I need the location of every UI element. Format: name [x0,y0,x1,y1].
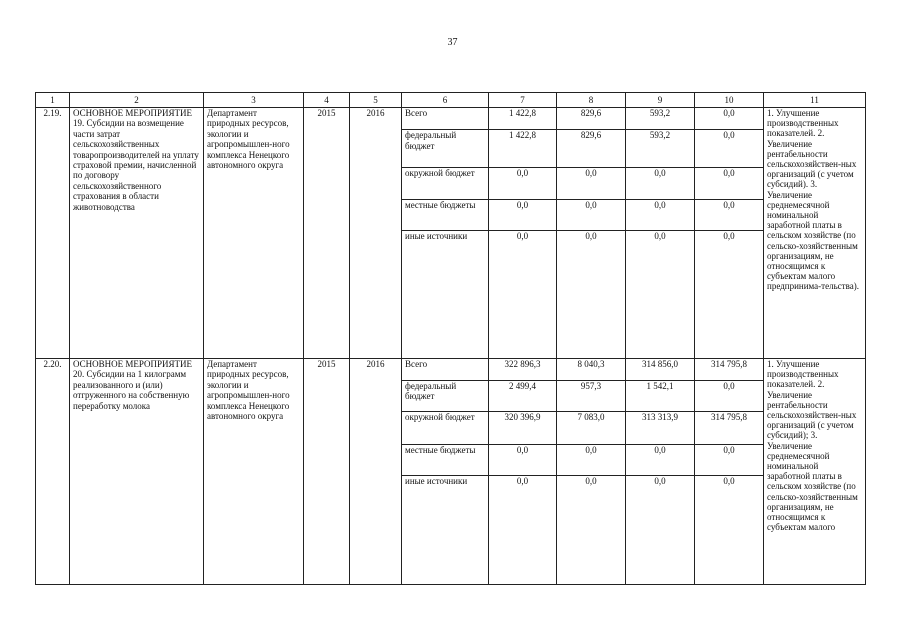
activity-title: ОСНОВНОЕ МЕРОПРИЯТИЕ 20. Субсидии на 1 килограмм реализованного и (или) отгруженного на собственную переработку молока [70,359,204,585]
value-cell: 7 083,0 [557,412,626,445]
column-header: 8 [557,93,626,108]
column-header: 10 [695,93,764,108]
value-cell: 0,0 [626,168,695,199]
column-header: 6 [402,93,489,108]
value-cell: 0,0 [695,381,764,412]
value-cell: 8 040,3 [557,359,626,381]
source-federal: федеральный бюджет [402,381,489,412]
program-activities-table [35,92,866,585]
value-cell: 0,0 [695,476,764,585]
executor: Департамент природных ресурсов, экологии и агропромышлен-ного комплекса Ненецкого автономного округа [204,108,304,359]
column-header: 2 [70,93,204,108]
value-cell: 593,2 [626,108,695,130]
value-cell: 0,0 [557,476,626,585]
source-local: местные бюджеты [402,199,489,230]
value-cell: 1 422,8 [489,130,557,168]
value-cell: 0,0 [626,230,695,358]
expected-results: 1. Улучшение производственных показателей. 2. Увеличение рентабельности сельскохозяйствен-ных организаций (с учетом субсидий); 3. Увеличение среднемесячной номинальной заработной платы в сельском хозяйстве (по сельско-хозяйственным организациям, не относящимся к субъектам малого [764,359,866,585]
source-total: Всего [402,108,489,130]
value-cell: 0,0 [557,230,626,358]
column-header: 9 [626,93,695,108]
value-cell: 957,3 [557,381,626,412]
column-header: 7 [489,93,557,108]
value-cell: 314 795,8 [695,359,764,381]
value-cell: 0,0 [626,476,695,585]
end-year: 2016 [350,359,402,585]
column-header: 11 [764,93,866,108]
value-cell: 0,0 [695,230,764,358]
value-cell: 0,0 [695,168,764,199]
value-cell: 0,0 [695,108,764,130]
source-regional: окружной бюджет [402,412,489,445]
source-local: местные бюджеты [402,445,489,476]
value-cell: 0,0 [557,445,626,476]
row-number: 2.20. [36,359,70,585]
value-cell: 0,0 [695,445,764,476]
column-number-header-row [36,93,866,108]
table-row [36,108,866,130]
column-header: 5 [350,93,402,108]
column-header: 1 [36,93,70,108]
value-cell: 313 313,9 [626,412,695,445]
executor: Департамент природных ресурсов, экологии и агропромышлен-ного комплекса Ненецкого автономного округа [204,359,304,585]
value-cell: 0,0 [489,199,557,230]
value-cell: 829,6 [557,108,626,130]
start-year: 2015 [304,108,350,359]
page-number: 37 [447,37,458,48]
start-year: 2015 [304,359,350,585]
value-cell: 2 499,4 [489,381,557,412]
value-cell: 0,0 [489,445,557,476]
value-cell: 314 795,8 [695,412,764,445]
source-other: иные источники [402,230,489,358]
source-regional: окружной бюджет [402,168,489,199]
value-cell: 0,0 [557,168,626,199]
row-number: 2.19. [36,108,70,359]
value-cell: 0,0 [626,199,695,230]
value-cell: 0,0 [489,168,557,199]
value-cell: 1 542,1 [626,381,695,412]
end-year: 2016 [350,108,402,359]
source-federal: федеральный бюджет [402,130,489,168]
source-other: иные источники [402,476,489,585]
value-cell: 0,0 [489,230,557,358]
value-cell: 593,2 [626,130,695,168]
value-cell: 1 422,8 [489,108,557,130]
value-cell: 0,0 [695,130,764,168]
expected-results: 1. Улучшение производственных показателей. 2. Увеличение рентабельности сельскохозяйствен-ных организаций (с учетом субсидий). 3. Увеличение среднемесячной номинальной заработной платы в сельском хозяйстве (по сельско-хозяйственным организациям, не относящимся к субъектам малого предпринима-тельства). [764,108,866,359]
value-cell: 0,0 [626,445,695,476]
value-cell: 320 396,9 [489,412,557,445]
source-total: Всего [402,359,489,381]
value-cell: 0,0 [695,199,764,230]
column-header: 3 [204,93,304,108]
table-row [36,359,866,381]
value-cell: 829,6 [557,130,626,168]
value-cell: 0,0 [557,199,626,230]
activity-title: ОСНОВНОЕ МЕРОПРИЯТИЕ 19. Субсидии на возмещение части затрат сельскохозяйственных товаропроизводителей на уплату страховой премии, начисленной по договору сельскохозяйственного страхования в области животноводства [70,108,204,359]
value-cell: 0,0 [489,476,557,585]
value-cell: 314 856,0 [626,359,695,381]
value-cell: 322 896,3 [489,359,557,381]
column-header: 4 [304,93,350,108]
